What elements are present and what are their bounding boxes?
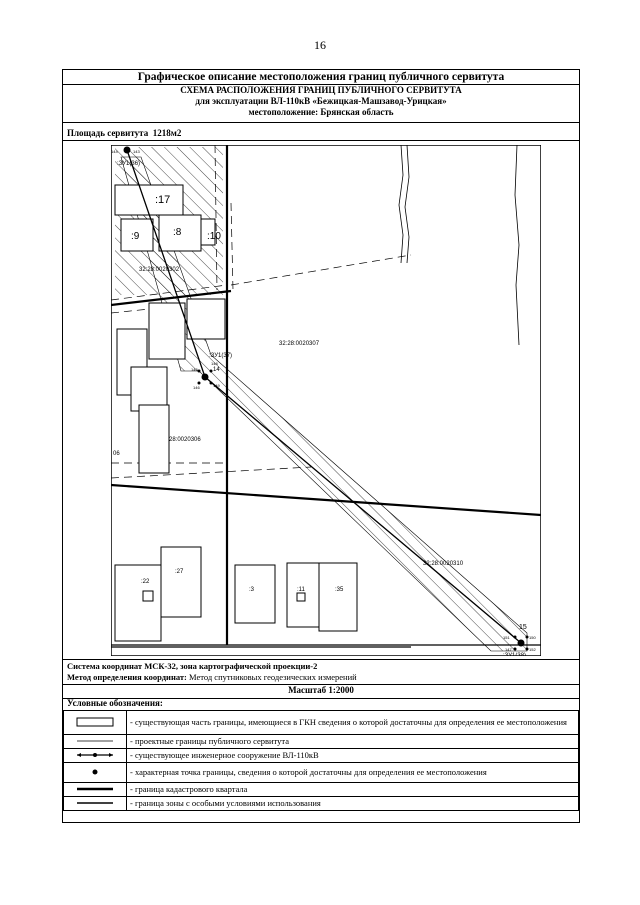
- label-q302: 32:28:0020302: [139, 267, 180, 273]
- legend-symbol: [64, 735, 127, 749]
- label-p9: :9: [131, 231, 140, 242]
- label-q306: 28:0020306: [169, 437, 201, 443]
- cadastral-map: [111, 145, 541, 656]
- area-label: Площадь сервитута: [67, 128, 149, 138]
- label-zu37: :ЗУ1(37): [209, 353, 233, 359]
- legend-symbol: [64, 797, 127, 811]
- legend-text: - граница кадастрового квартала: [127, 783, 579, 797]
- label-p22: :22: [141, 579, 150, 585]
- label-pt145: 145: [191, 367, 198, 372]
- label-pt149: 149: [213, 383, 220, 388]
- gkn-boundary-rect-icon: [75, 716, 115, 728]
- label-n15: 15: [519, 624, 527, 631]
- area-value: 1218м2: [152, 128, 182, 138]
- document-frame: [62, 69, 580, 823]
- area-divider: [63, 140, 579, 141]
- label-p35: :35: [335, 587, 344, 593]
- map-scale: Масштаб 1:2000: [288, 685, 354, 695]
- scheme-purpose: для эксплуатации ВЛ-110кВ «Бежицкая-Машзавод-Урицкая»: [195, 96, 447, 106]
- legend-symbol: [64, 711, 127, 735]
- label-pt150: 150: [529, 635, 536, 640]
- document-title: Графическое описание местоположения границ публичного сервитута: [137, 71, 505, 83]
- legend-text: - существующая часть границы, имеющиеся в ГКН сведения о которой достаточны для определения ее местоположения: [127, 711, 579, 735]
- label-pt147: 147: [505, 647, 512, 652]
- label-p06: 06: [113, 451, 120, 457]
- label-q307: 32:28:0020307: [279, 341, 320, 347]
- legend-table: [63, 710, 579, 811]
- label-zu36-bottom: :ЗУ1(38): [503, 653, 527, 656]
- special-zone-line-icon: [75, 799, 115, 807]
- page-number: 16: [314, 38, 326, 52]
- legend-row: [64, 763, 579, 783]
- coord-method: [67, 672, 357, 682]
- legend-symbol: [64, 763, 127, 783]
- label-pt151: 151: [503, 635, 510, 640]
- cadastral-quarter-line-icon: [75, 785, 115, 793]
- legend-text: - существующее инженерное сооружение ВЛ-110кВ: [127, 749, 579, 763]
- map-svg: [111, 145, 541, 656]
- legend-row: [64, 749, 579, 763]
- label-pt148: 148: [211, 361, 218, 366]
- legend-text: - граница зоны с особыми условиями использования: [127, 797, 579, 811]
- scheme-title: СХЕМА РАСПОЛОЖЕНИЯ ГРАНИЦ ПУБЛИЧНОГО СЕРВИТУТА: [180, 85, 462, 95]
- label-p10: :10: [207, 231, 221, 242]
- legend-symbol: [64, 749, 127, 763]
- label-p11: :11: [297, 587, 305, 593]
- map-divider: [63, 659, 579, 660]
- servitude-area: [67, 128, 181, 138]
- label-p17: :17: [155, 194, 171, 206]
- label-pt152: 152: [529, 647, 536, 652]
- label-p3: :3: [249, 587, 255, 593]
- label-pt146: 146: [193, 385, 200, 390]
- legend-row: [64, 797, 579, 811]
- legend-text: - проектные границы публичного сервитута: [127, 735, 579, 749]
- coord-method-value: Метод спутниковых геодезических измерений: [189, 672, 357, 682]
- legend-text: - характерная точка границы, сведения о которой достаточны для определения ее местоположения: [127, 763, 579, 783]
- header-divider: [63, 122, 579, 123]
- power-line-icon: [75, 751, 115, 759]
- label-n14: 14: [213, 367, 220, 373]
- legend-row: [64, 711, 579, 735]
- label-pt144: 144: [111, 149, 118, 154]
- boundary-point-icon: [75, 768, 115, 776]
- coord-system: Система координат МСК-32, зона картографической проекции-2: [67, 661, 318, 671]
- label-pt143: 143: [133, 149, 140, 154]
- label-q310: 32:28:0020310: [423, 561, 464, 567]
- legend-title: Условные обозначения:: [67, 698, 163, 708]
- legend-row: [64, 735, 579, 749]
- label-p27: :27: [175, 569, 184, 575]
- legend-symbol: [64, 783, 127, 797]
- label-zu36-top: :ЗУ1(36): [117, 161, 141, 167]
- servitude-boundary-line-icon: [75, 737, 115, 745]
- coord-method-label: Метод определения координат:: [67, 672, 187, 682]
- scheme-location: местоположение: Брянская область: [248, 107, 394, 117]
- label-p8: :8: [173, 227, 182, 238]
- legend-row: [64, 783, 579, 797]
